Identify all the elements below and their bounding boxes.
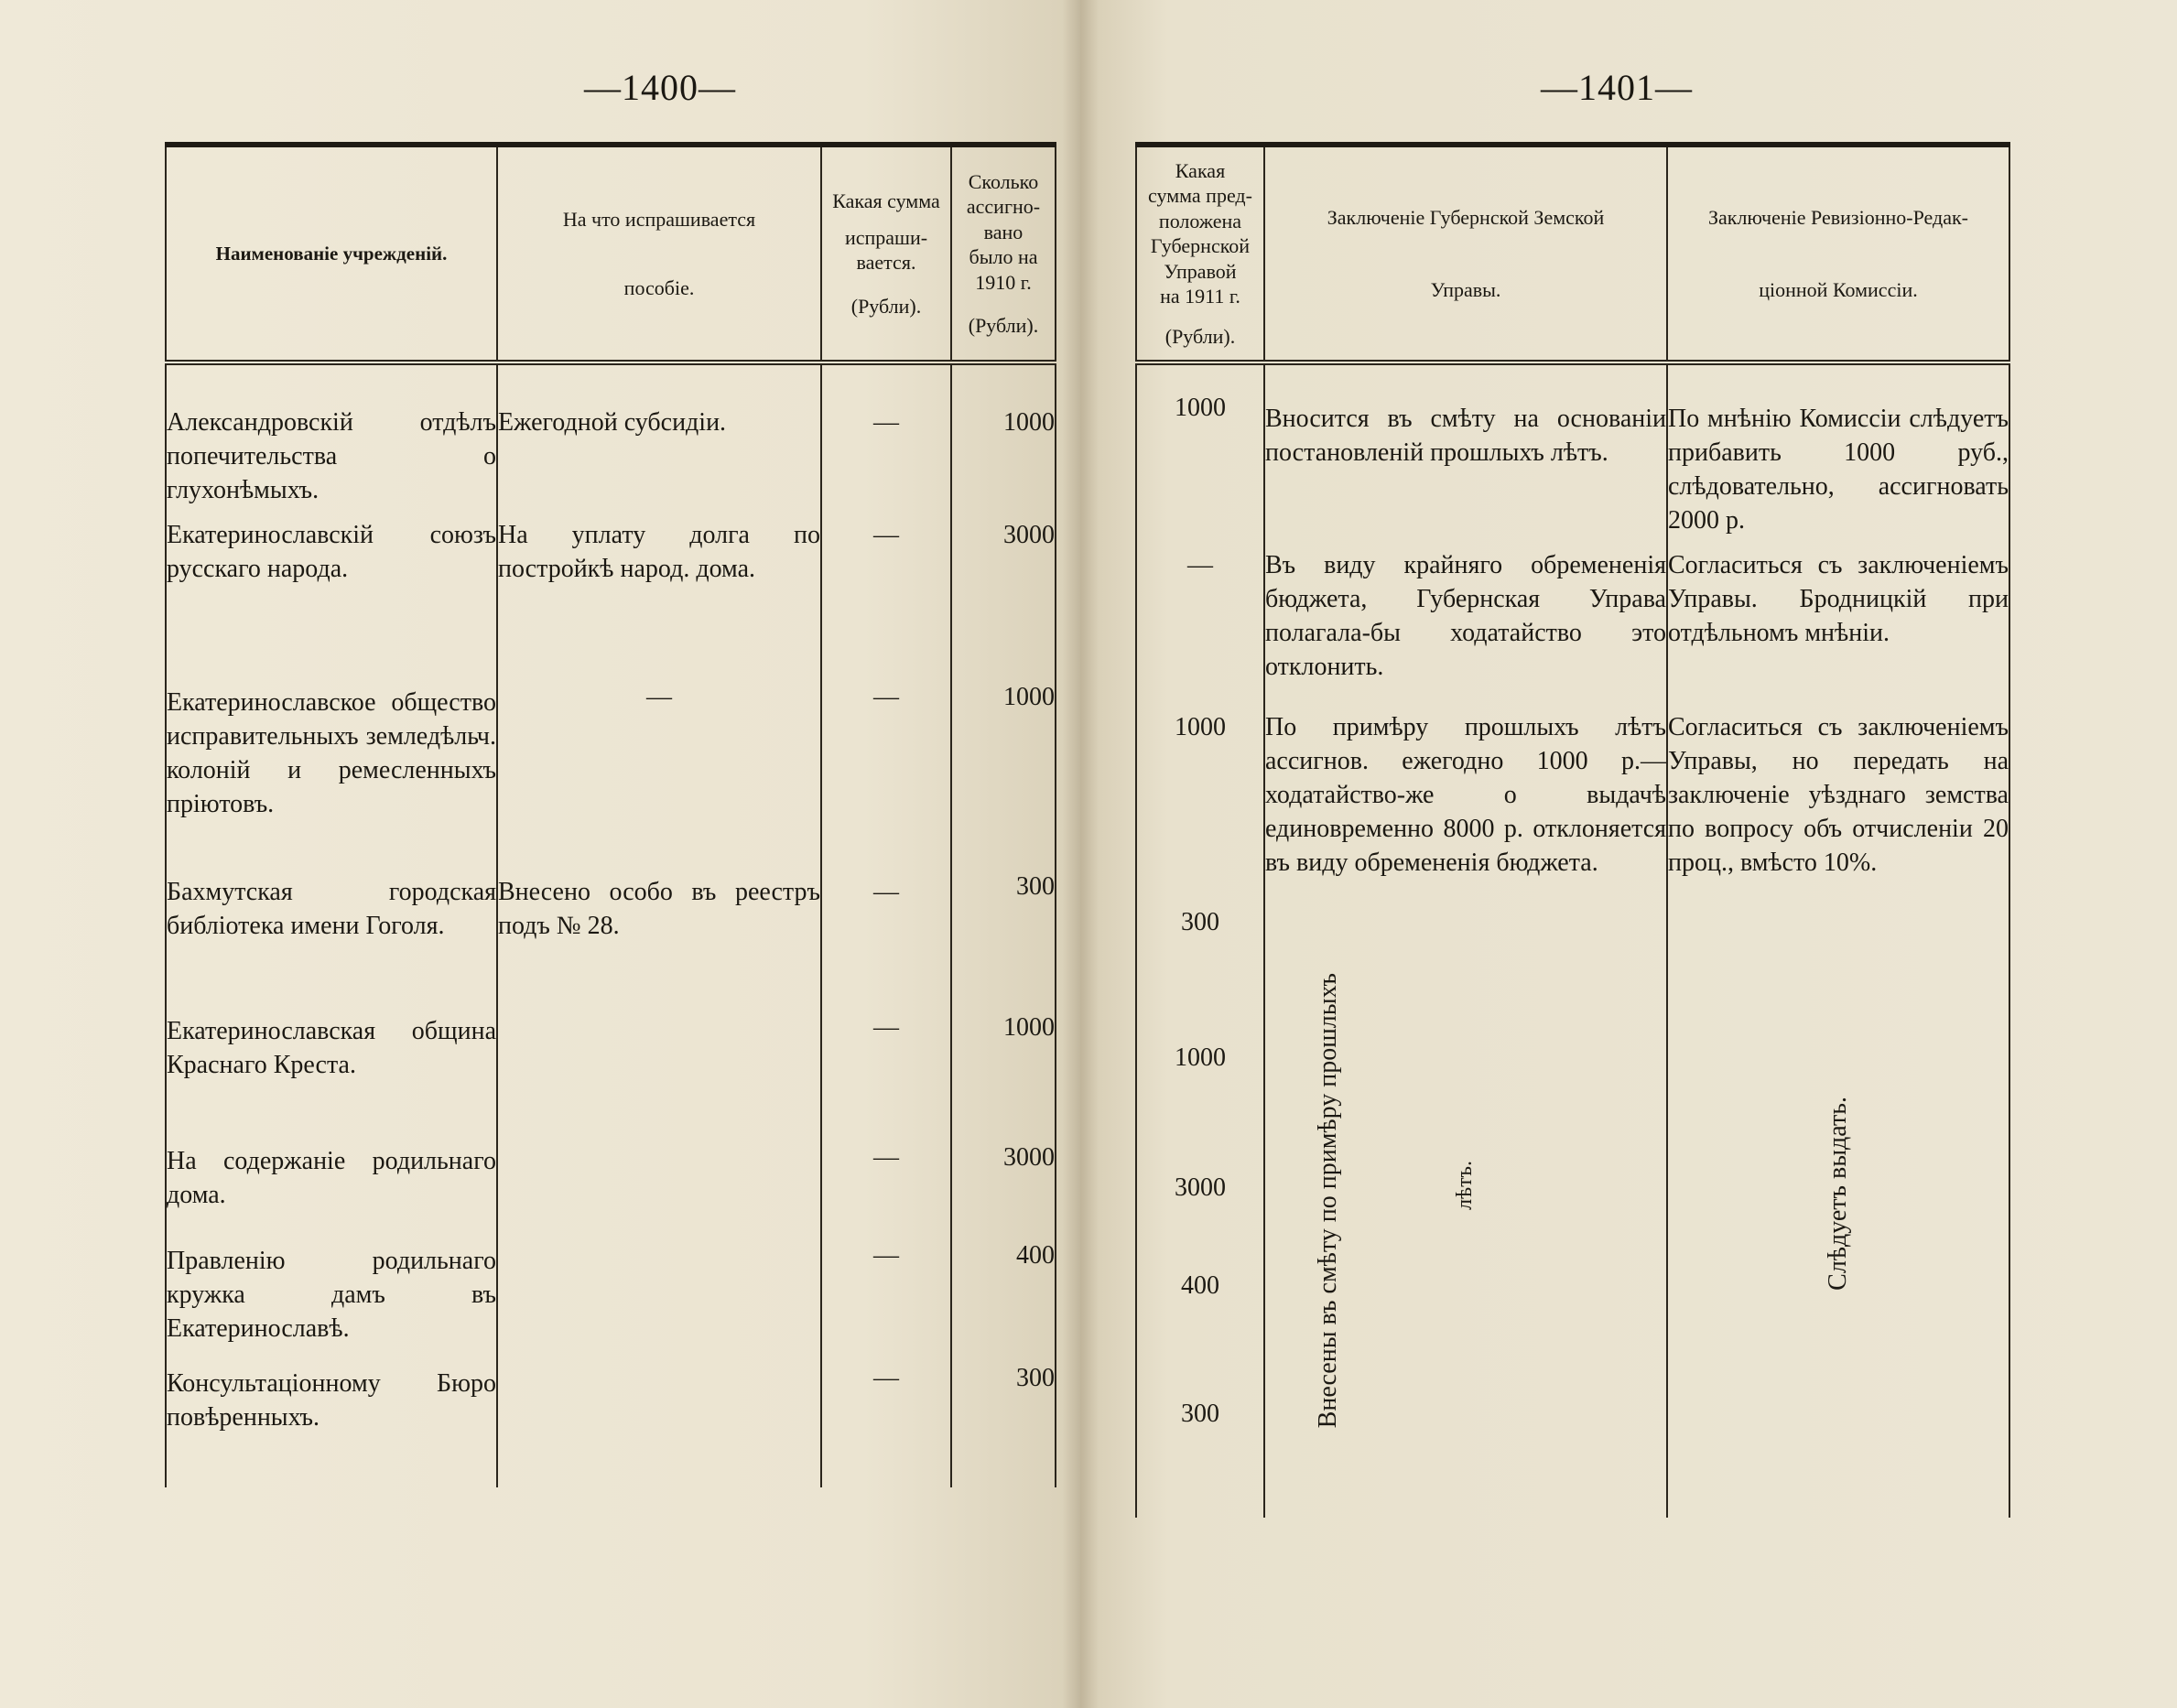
zemstvo-conclusion: Вносится въ смѣту на основаніи постановленій прошлыхъ лѣтъ. <box>1264 362 1667 537</box>
header-requested: Какая сумма испраши- вается. (Рубли). <box>821 145 951 362</box>
vertical-zemstvo-text-end: лѣтъ. <box>1453 1161 1477 1210</box>
assigned-amount: 300 <box>951 870 1056 1007</box>
revision-conclusion-merged <box>1667 900 2009 1518</box>
purpose-text: Ежегодной субсидіи. <box>497 362 821 507</box>
right-table <box>1135 142 2010 1518</box>
proposed-amount: 1000 <box>1136 1037 1264 1171</box>
requested-amount: — <box>821 1007 951 1140</box>
table-row <box>166 675 1056 870</box>
institution-name: На содержаніе родильнаго дома. <box>166 1140 497 1238</box>
institution-name: Консультаціонному Бюро повѣренныхъ. <box>166 1361 497 1487</box>
institution-name: Александровскій отдѣлъ попечительства о глухонѣмыхъ. <box>166 362 497 507</box>
assigned-amount: 300 <box>951 1361 1056 1487</box>
proposed-amount: 300 <box>1136 1391 1264 1518</box>
table-row <box>166 1361 1056 1487</box>
revision-conclusion: Согласиться съ заключеніемъ Управы. Бродницкій при отдѣльномъ мнѣніи. <box>1667 537 2009 705</box>
right-page-number: —1401— <box>1541 67 1693 108</box>
header-proposed-1911: Какая сумма пред- положена Губернской Управой на 1911 г. (Рубли). <box>1136 145 1264 362</box>
table-row <box>166 362 1056 507</box>
requested-amount: — <box>821 675 951 870</box>
purpose-text <box>497 1238 821 1361</box>
book-gutter <box>1062 0 1099 1708</box>
left-header-row <box>166 145 1056 362</box>
requested-amount: — <box>821 1140 951 1238</box>
assigned-amount: 3000 <box>951 507 1056 675</box>
assigned-amount: 1000 <box>951 362 1056 507</box>
table-row <box>1136 900 2009 1037</box>
header-zemstvo-conclusion: Заключеніе Губернской Земской Управы. <box>1264 145 1667 362</box>
institution-name: Бахмутская городская библіотека имени Гоголя. <box>166 870 497 1007</box>
requested-amount: — <box>821 1238 951 1361</box>
purpose-text <box>497 1007 821 1140</box>
proposed-amount: 1000 <box>1136 705 1264 900</box>
zemstvo-conclusion-merged <box>1264 900 1667 1518</box>
purpose-text <box>497 1140 821 1238</box>
header-revision-conclusion: Заключеніе Ревизіонно-Редак- ціонной Комиссіи. <box>1667 145 2009 362</box>
requested-amount: — <box>821 870 951 1007</box>
purpose-text: — <box>497 675 821 870</box>
table-row <box>1136 362 2009 537</box>
table-row <box>166 1007 1056 1140</box>
right-header-row <box>1136 145 2009 362</box>
proposed-amount: — <box>1136 537 1264 705</box>
purpose-text: На уплату долга по постройкѣ народ. дома. <box>497 507 821 675</box>
institution-name: Екатеринославскій союзъ русскаго народа. <box>166 507 497 675</box>
vertical-zemstvo-text: Внесены въ смѣту по примѣру прошлыхъ <box>1314 973 1342 1429</box>
requested-amount: — <box>821 1361 951 1487</box>
assigned-amount: 1000 <box>951 1007 1056 1140</box>
table-row <box>166 507 1056 675</box>
proposed-amount: 1000 <box>1136 362 1264 537</box>
zemstvo-conclusion: Въ виду крайняго обремененія бюджета, Губернская Управа полагала-бы ходатайство это отклонить. <box>1264 537 1667 705</box>
left-page-number: —1400— <box>584 67 736 108</box>
assigned-amount: 400 <box>951 1238 1056 1361</box>
left-table <box>165 142 1056 1487</box>
proposed-amount: 300 <box>1136 900 1264 1037</box>
table-row <box>166 870 1056 1007</box>
revision-conclusion: Согласиться съ заключеніемъ Управы, но передать на заключеніе уѣзднаго земства по вопросу объ отчисленіи 20 проц., вмѣсто 10%. <box>1667 705 2009 900</box>
requested-amount: — <box>821 507 951 675</box>
institution-name: Правленію родильнаго кружка дамъ въ Екатеринославѣ. <box>166 1238 497 1361</box>
header-institution: Наименованіе учрежденій. <box>166 145 497 362</box>
table-row <box>1136 537 2009 705</box>
header-purpose: На что испрашивается пособіе. <box>497 145 821 362</box>
assigned-amount: 3000 <box>951 1140 1056 1238</box>
table-row <box>166 1238 1056 1361</box>
purpose-text: Внесено особо въ реестръ подъ № 28. <box>497 870 821 1007</box>
table-row <box>166 1140 1056 1238</box>
institution-name: Екатеринославская община Краснаго Креста. <box>166 1007 497 1140</box>
vertical-revision-text: Слѣдуетъ выдать. <box>1824 1097 1852 1291</box>
proposed-amount: 3000 <box>1136 1171 1264 1269</box>
revision-conclusion: По мнѣнію Комиссіи слѣдуетъ прибавить 1000 руб., слѣдовательно, ассигновать 2000 р. <box>1667 362 2009 537</box>
zemstvo-conclusion: По примѣру прошлыхъ лѣтъ ассигнов. ежегодно 1000 р.—ходатайство-же о выдачѣ единовременно 8000 р. отклоняется въ виду обремененія бюджета. <box>1264 705 1667 900</box>
purpose-text <box>497 1361 821 1487</box>
proposed-amount: 400 <box>1136 1269 1264 1391</box>
requested-amount: — <box>821 362 951 507</box>
table-row <box>1136 705 2009 900</box>
assigned-amount: 1000 <box>951 675 1056 870</box>
header-assigned-1910: Сколько ассигно- вано было на 1910 г. (Рубли). <box>951 145 1056 362</box>
institution-name: Екатеринославское общество исправительныхъ земледѣльч. колоній и ремесленныхъ пріютовъ. <box>166 675 497 870</box>
